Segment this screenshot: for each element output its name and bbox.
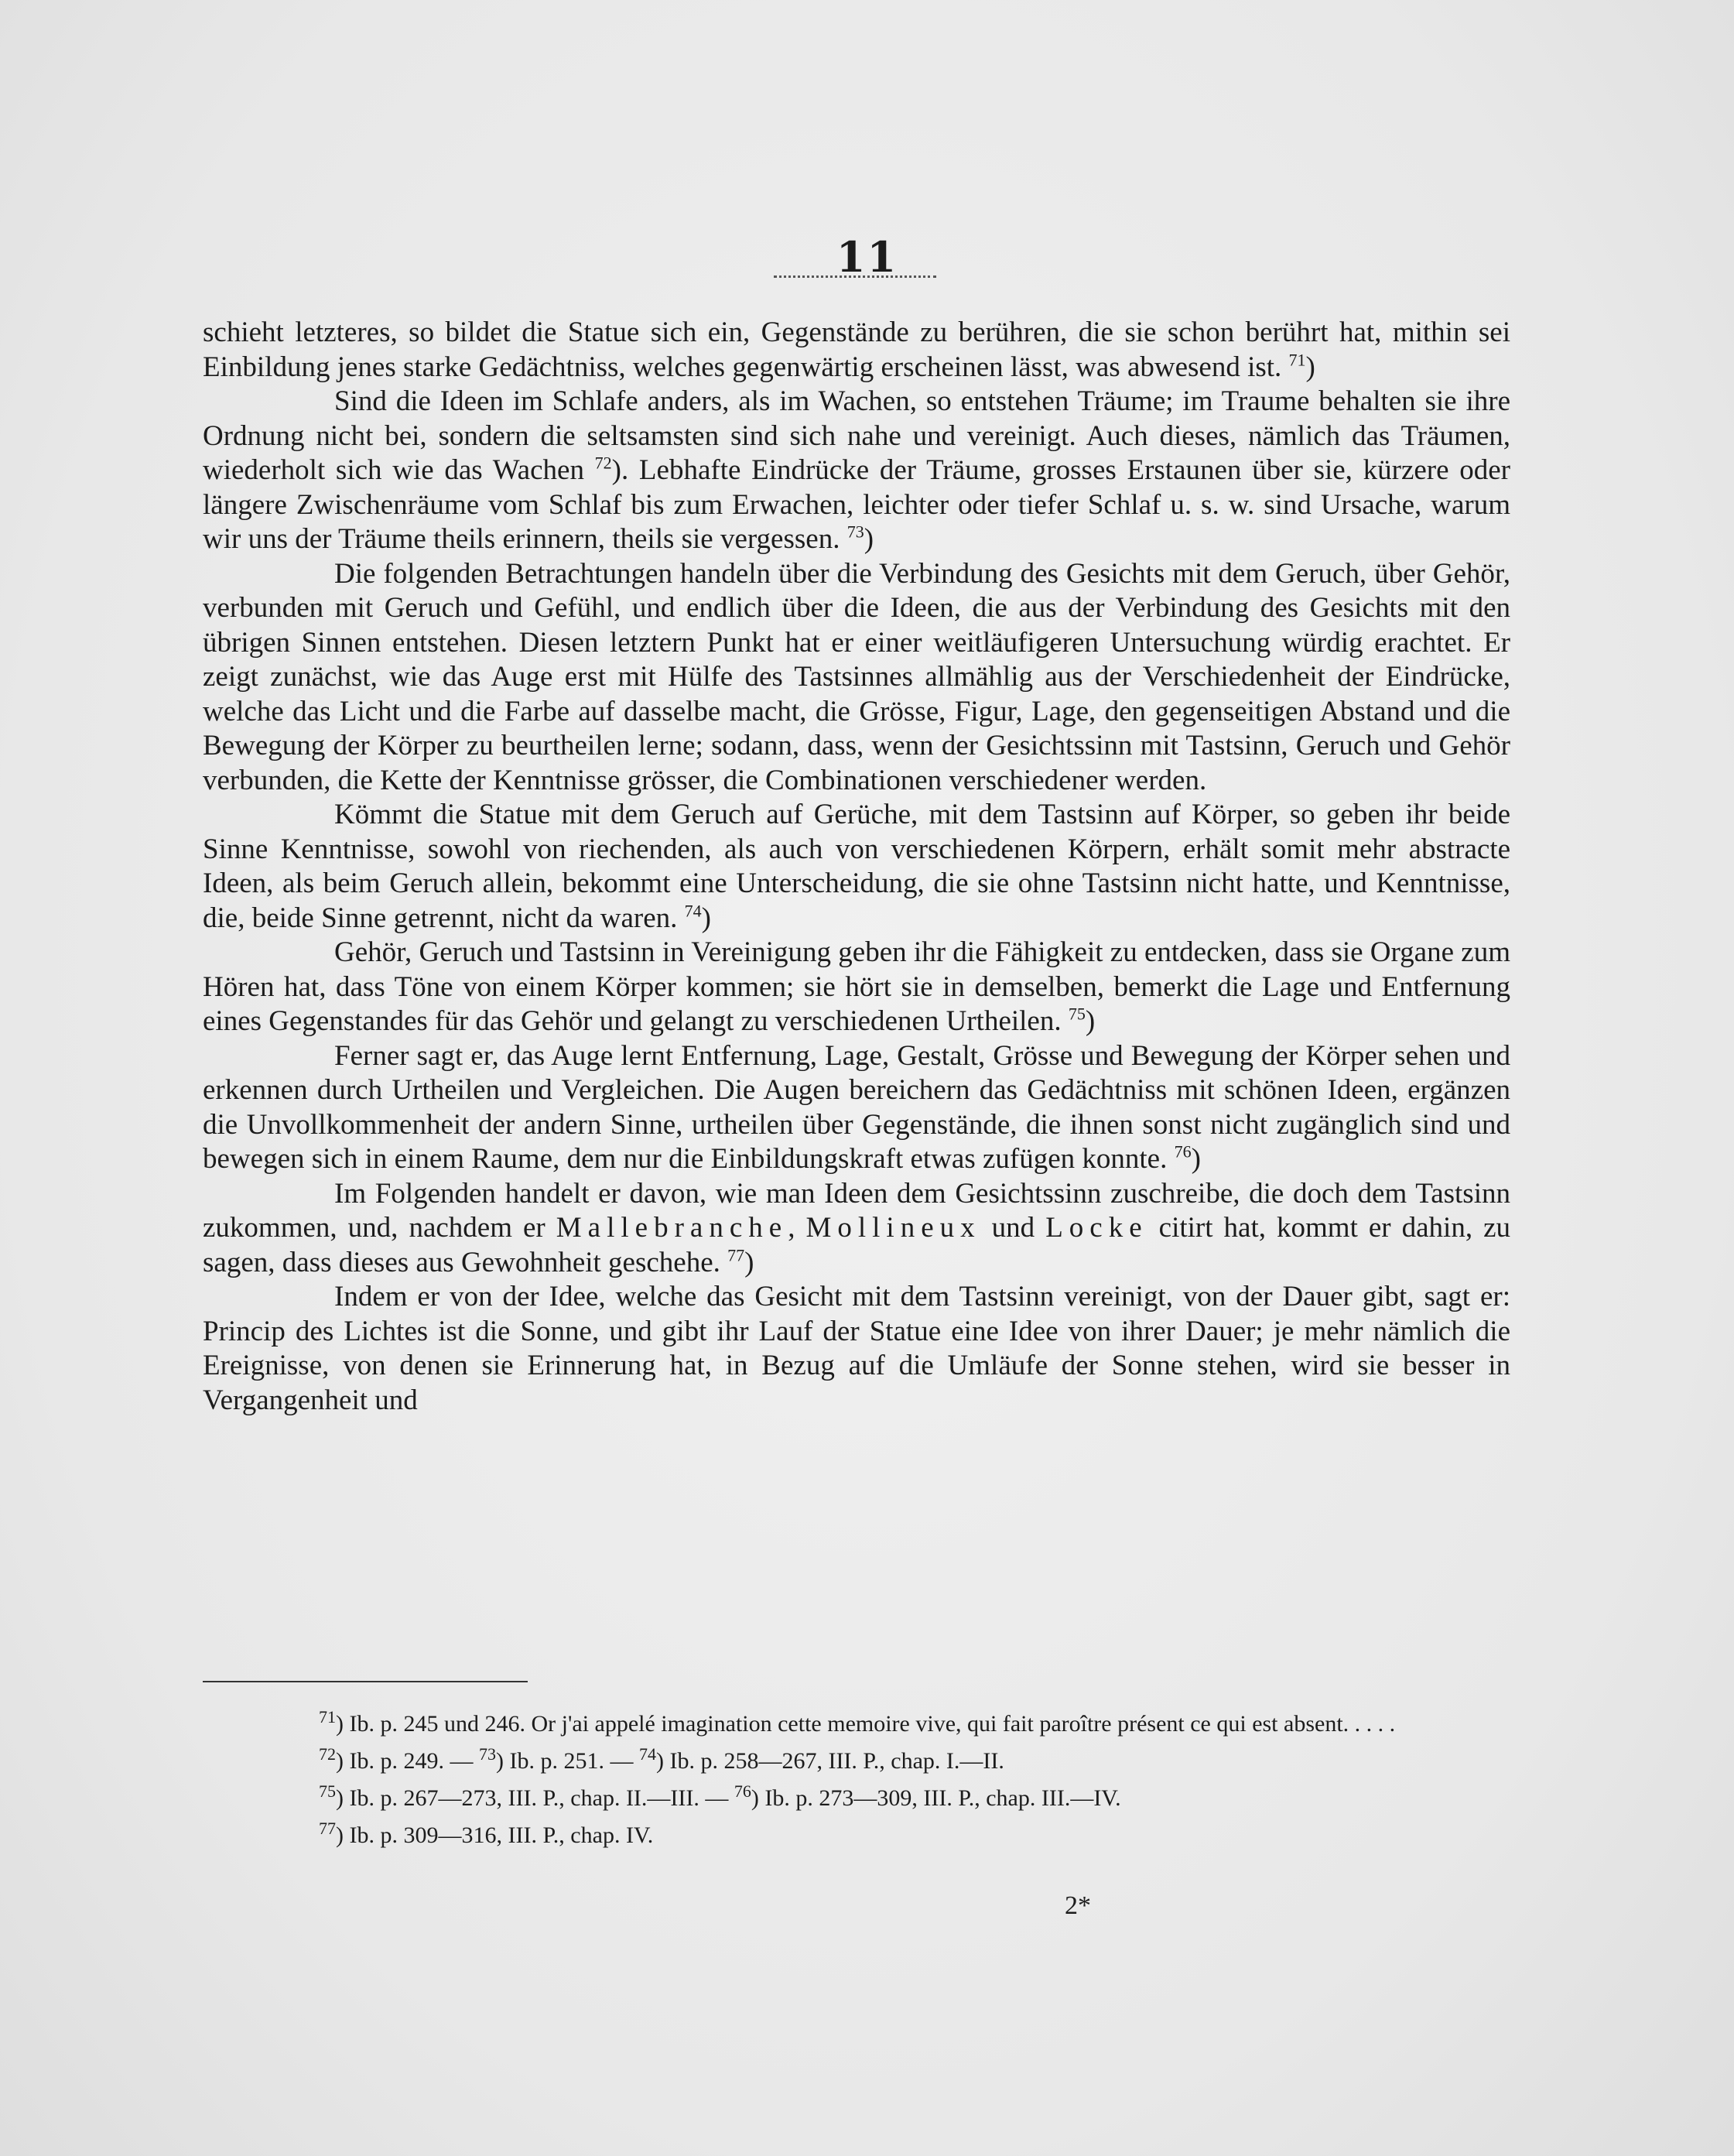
paragraph [203, 798, 1510, 936]
page-number: 11 [836, 232, 898, 282]
footnote [203, 1709, 1510, 1740]
text-run: ) [1305, 351, 1315, 383]
footnote-ref: 73 [846, 522, 864, 542]
paragraph [203, 1177, 1510, 1281]
text-run: ) [701, 902, 711, 934]
footnote-ref: 75 [319, 1781, 336, 1801]
text-run: Gehör, Geruch und Tastsinn in Vereinigung geben ihr die Fähigkeit zu entdecken, dass sie Organe zum Hören hat, dass Töne von einem Körper kommen; sie hört sie in demselben, bemerkt die Lage und Entfernung eines Gegenstandes für das Gehör und gelangt zu verschiedenen Urtheilen. [203, 936, 1510, 1037]
text-run: ) Ib. p. 267—273, III. P., chap. II.—III. — [336, 1785, 734, 1811]
text-run: ) [864, 523, 874, 555]
paragraph [203, 1039, 1510, 1177]
body-text [203, 316, 1510, 1418]
text-run: und [980, 1212, 1046, 1244]
text-run: , [788, 1212, 806, 1244]
paragraph [203, 557, 1510, 799]
footnote-ref: 75 [1068, 1004, 1086, 1024]
footnote-ref: 72 [319, 1744, 336, 1764]
footnote-ref: 77 [727, 1245, 745, 1265]
spaced-name: Locke [1045, 1212, 1148, 1244]
footnote-ref: 74 [638, 1744, 656, 1764]
paragraph [203, 1280, 1510, 1418]
text-run: Kömmt die Statue mit dem Geruch auf Gerüche, mit dem Tastsinn auf Körper, so geben ihr beide Sinne Kenntnisse, sowohl von riechenden, als auch von verschiedenen Körpern, erhält somit mehr abstracte Ideen, als beim Geruch allein, bekommt eine Unterscheidung, die sie ohne Tastsinn nicht hatte, und Kenntnisse, die, beide Sinne getrennt, nicht da waren. [203, 799, 1510, 934]
footnote [203, 1783, 1510, 1814]
text-run: ) Ib. p. 258—267, III. P., chap. I.—II. [655, 1748, 1004, 1774]
paragraph [203, 385, 1510, 557]
footnote-ref: 71 [319, 1707, 336, 1727]
footnote [203, 1820, 1510, 1851]
text-run: citirt hat, kommt er dahin, zu sagen, dass dieses aus Gewohnheit geschehe. [203, 1212, 1511, 1278]
paragraph [203, 936, 1510, 1039]
text-run: Ferner sagt er, das Auge lernt Entfernung, Lage, Gestalt, Grösse und Bewegung der Körper sehen und erkennen durch Urtheilen und Vergleichen. Die Augen bereichern das Gedächtniss mit schönen Ideen, ergänzen die Unvollkommenheit der andern Sinne, urtheilen über Gegenstände, die ihnen sonst nicht zugänglich sind und bewegen sich in einem Raume, dem nur die Einbildungskraft etwas zufügen konnte. [203, 1039, 1510, 1175]
text-run: schieht letzteres, so bildet die Statue sich ein, Gegenstände zu berühren, die sie schon berührt hat, mithin sei Einbildung jenes starke Gedächtniss, welches gegenwärtig erscheinen lässt, was abwesend ist. [203, 317, 1510, 383]
text-run: ) Ib. p. 273—309, III. P., chap. III.—IV. [751, 1785, 1121, 1811]
header-ornament [774, 275, 936, 284]
text-run: ) [1191, 1143, 1201, 1175]
text-run: ) Ib. p. 251. — [495, 1748, 639, 1774]
footnote-rule [203, 1681, 528, 1682]
text-run: ). Lebhafte Eindrücke der Träume, grosses Erstaunen über sie, kürzere oder längere Zwischenräume vom Schlaf bis zum Erwachen, leichter oder tiefer Schlaf u. s. w. sind Ursache, warum wir uns der Träume theils erinnern, theils sie vergessen. [203, 454, 1510, 555]
footnote-ref: 76 [734, 1781, 751, 1801]
footnote-ref: 73 [478, 1744, 496, 1764]
text-run: ) Ib. p. 309—316, III. P., chap. IV. [336, 1822, 654, 1848]
text-run: Sind die Ideen im Schlafe anders, als im Wachen, so entstehen Träume; im Traume behalten sie ihre Ordnung nicht bei, sondern die seltsamsten sind sich nahe und vereinigt. Auch dieses, nämlich das Träumen, wiederholt sich wie das Wachen [203, 385, 1510, 486]
text-run: Im Folgenden handelt er davon, wie man Ideen dem Gesichtssinn zuschreibe, die doch dem Tastsinn zukommen, und, nachdem er [203, 1177, 1510, 1244]
footnote [203, 1746, 1510, 1777]
text-run: ) [744, 1246, 754, 1278]
footnote-ref: 71 [1288, 350, 1306, 370]
spaced-name: Mollineux [805, 1212, 981, 1244]
text-run: ) Ib. p. 245 und 246. Or j'ai appelé imagination cette memoire vive, qui fait paroître présent ce qui est absent. . . . . [336, 1711, 1396, 1737]
paragraph [203, 316, 1510, 385]
footnote-ref: 72 [594, 453, 612, 473]
footnotes [203, 1709, 1510, 1857]
spaced-name: Mallebranche [556, 1212, 788, 1244]
text-run: ) [1085, 1005, 1096, 1037]
text-run: Indem er von der Idee, welche das Gesicht mit dem Tastsinn vereinigt, von der Dauer gibt, sagt er: Princip des Lichtes ist die Sonne, und gibt ihr Lauf der Statue eine Idee von ihrer Dauer; je mehr nämlich die Ereignisse, von denen sie Erinnerung hat, in Bezug auf die Umläufe der Sonne stehen, wird sie besser in Vergangenheit und [203, 1281, 1510, 1416]
text-run: Die folgenden Betrachtungen handeln über die Verbindung des Gesichts mit dem Geruch, über Gehör, verbunden mit Geruch und Gefühl, und endlich über die Ideen, die aus der Verbindung des Gesichts mit den übrigen Sinnen entstehen. Diesen letztern Punkt hat er einer weitläufigeren Untersuchung würdig erachtet. Er zeigt zunächst, wie das Auge erst mit Hülfe des Tastsinnes allmählig aus der Verschiedenheit der Eindrücke, welche das Licht und die Farbe auf dasselbe macht, die Grösse, Figur, Lage, den gegenseitigen Abstand und die Bewegung der Körper zu beurtheilen lerne; sodann, dass, wenn der Gesichtssinn mit Tastsinn, Geruch und Gehör verbunden, die Kette der Kenntnisse grösser, die Combinationen verschiedener werden. [203, 557, 1510, 796]
footnote-ref: 76 [1174, 1141, 1192, 1162]
footnote-ref: 74 [684, 901, 702, 921]
footnote-ref: 77 [319, 1819, 336, 1838]
signature-mark: 2* [1065, 1891, 1091, 1920]
text-run: ) Ib. p. 249. — [336, 1748, 479, 1774]
